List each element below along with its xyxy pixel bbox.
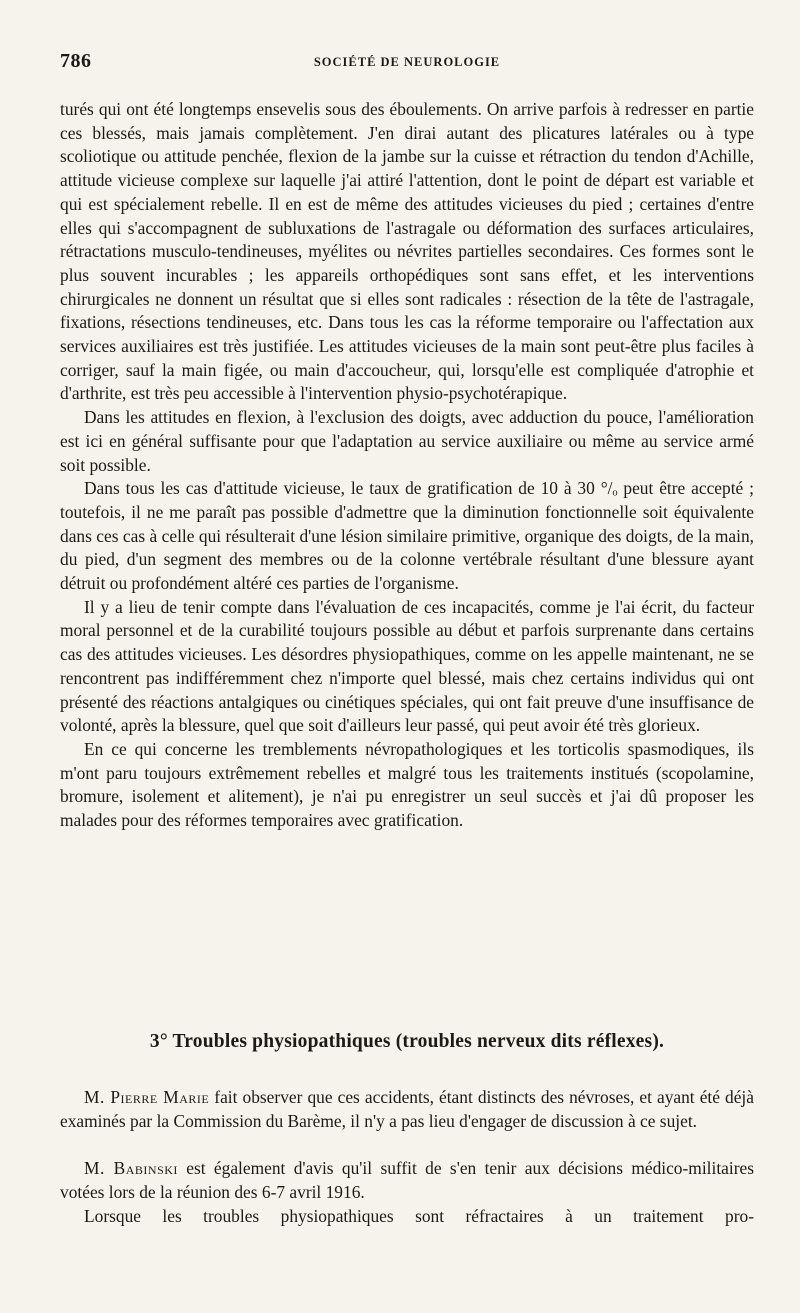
journal-page (60, 0, 754, 1313)
paragraph-evaluation: Il y a lieu de tenir compte dans l'évaluation de ces incapacités, comme je l'ai écrit, du facteur moral personnel et de la curabilité toujours possible au début et parfois surprenante dans certains cas des attitudes vicieuses. Les désordres physiopathiques, comme on les appelle maintenant, ne se rencontrent pas indifféremment chez n'importe quel blessé, mais chez certains individus qui ont présenté des réactions antalgiques ou cinétiques spéciales, qui ont fait preuve d'une insuffisance de volonté, après la blessure, quel que soit d'ailleurs leur passé, qui peut avoir été très glorieux. (60, 596, 754, 736)
journal-title: SOCIÉTÉ DE NEUROLOGIE (313, 55, 501, 69)
body-text (60, 98, 754, 833)
speaker-remark: fait observer que ces accidents, étant distincts des névroses, et ayant été déjà examinés par la Commission du Barème, il n'y a pas lieu d'engager de discussion à ce sujet. (60, 1087, 754, 1131)
discussion-babinski (60, 1157, 754, 1204)
paragraph-continuation: turés qui ont été longtemps ensevelis sous des éboulements. On arrive parfois à redresser en partie ces blessés, mais jamais complètement. J'en dirai autant des plicatures latérales ou à type scoliotique ou attitude penchée, flexion de la jambe sur la cuisse et rétraction du tendon d'Achille, attitude vicieuse complexe sur laquelle j'ai attiré l'attention, dont le point de départ est variable et qui est spécialement rebelle. Il en est de même des attitudes vicieuses du pied ; certaines d'entre elles qui s'accompagnent de subluxations de l'astragale ou déformation des surfaces articulaires, rétractations musculo-tendineuses, myélites ou névrites partielles secondaires. Ces formes sont le plus souvent incurables ; les appareils orthopédiques sont sans effet, et les interventions chirurgicales ne donnent un résultat que si elles sont radicales : résection de la tête de l'astragale, fixations, résections tendineuses, etc. Dans tous les cas la réforme temporaire ou l'affectation aux services auxiliaires est très justifiée. Les attitudes vicieuses de la main sont peut-être plus faciles à corriger, sauf la main figée, ou main d'accoucheur, qui, lorsqu'elle est compliquée d'atrophie et d'arthrite, est très peu accessible à l'intervention physio-psychotérapique. (60, 99, 754, 404)
discussion-final-line: Lorsque les troubles physiopathiques sont réfractaires à un traitement pro- (84, 1205, 754, 1226)
discussion (60, 1086, 754, 1229)
paragraph-tremors: En ce qui concerne les tremblements névropathologiques et les torticolis spasmodiques, ils m'ont paru toujours extrêmement rebelles et malgré tous les traitements institués (scopolamine, bromure, isolement et alitement), je n'ai pu enregistrer un seul succès et j'ai dû proposer les malades pour des réformes temporaires avec gratification. (60, 738, 754, 831)
speaker-name: M. Pierre Marie (84, 1087, 210, 1107)
page-number: 786 (60, 50, 92, 72)
speaker-name: M. Babinski (84, 1158, 178, 1179)
section-heading: 3° Troubles physiopathiques (troubles nerveux dits réflexes). (149, 1031, 665, 1052)
paragraph-gratification: Dans tous les cas d'attitude vicieuse, le taux de gratification de 10 à 30 °/ₒ peut être accepté ; toutefois, il ne me paraît pas possible d'admettre que la diminution fonctionnelle soit équivalente dans ces cas à celle qui résulterait d'une lésion similaire primitive, organique des doigts, de la main, du pied, d'un segment des membres ou de la colonne vertébrale résultant d'une blessure ayant détruit ou profondément altéré ces parties de l'organisme. (60, 478, 754, 594)
discussion-marie (60, 1086, 754, 1133)
running-head (60, 50, 754, 74)
speaker-remark: est également d'avis qu'il suffit de s'en tenir aux décisions médico-militaires votées lors de la réunion des 6-7 avril 1916. (60, 1158, 754, 1203)
paragraph-flexion: Dans les attitudes en flexion, à l'exclusion des doigts, avec adduction du pouce, l'amélioration est ici en général suffisante pour que l'adaptation au service auxiliaire ou même au service armé soit possible. (60, 407, 754, 475)
